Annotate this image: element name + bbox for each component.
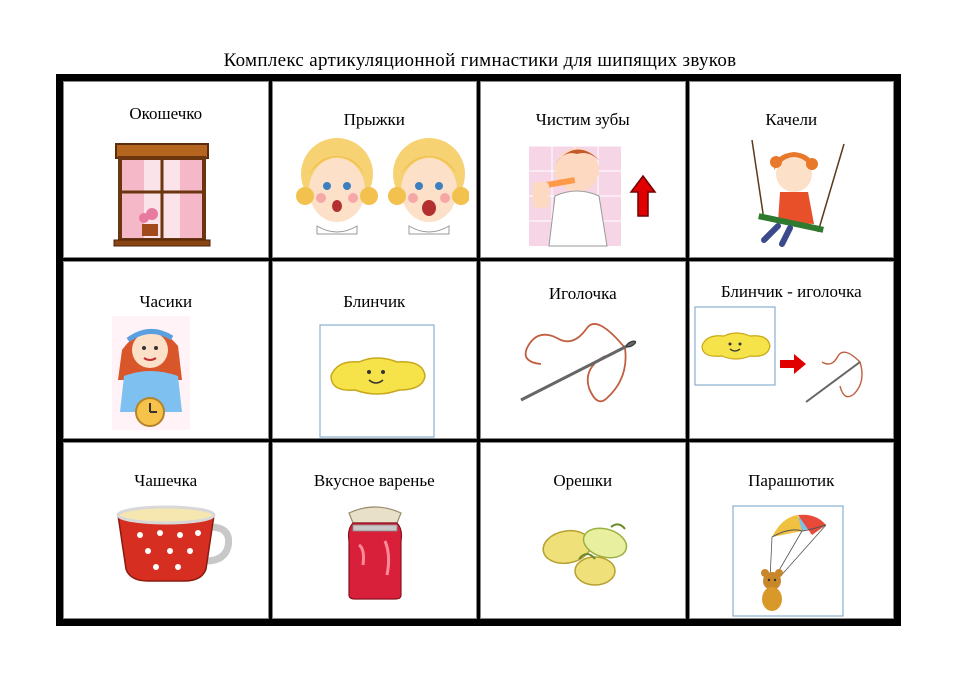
card-label: Иголочка	[548, 284, 617, 304]
exercise-card	[63, 261, 269, 438]
exercise-card	[480, 261, 686, 438]
exercise-grid	[56, 74, 901, 626]
exercise-card	[272, 261, 478, 438]
exercise-card	[272, 442, 478, 619]
exercise-card	[480, 442, 686, 619]
card-label: Вкусное варенье	[313, 470, 435, 490]
exercise-card	[272, 81, 478, 258]
card-label: Окошечко	[129, 104, 203, 123]
pancake-icon	[319, 324, 435, 438]
nuts-icon	[539, 519, 635, 593]
page-title: Комплекс артикуляционной гимнастики для шипящих звуков	[223, 50, 737, 71]
exercise-card	[689, 81, 895, 258]
card-label: Парашютик	[748, 470, 835, 490]
card-label: Блинчик	[343, 292, 406, 312]
exercise-card	[63, 442, 269, 619]
needle-thread-icon	[517, 318, 657, 408]
parachute-bear-icon	[732, 505, 844, 617]
card-label: Чашечка	[134, 470, 198, 490]
card-label: Блинчик - иголочка	[720, 282, 862, 302]
window-icon	[112, 142, 212, 248]
exercise-card	[480, 81, 686, 258]
jam-jar-icon	[345, 505, 405, 601]
card-label: Орешки	[553, 470, 613, 490]
boy-on-swing-icon	[734, 140, 852, 252]
girls-faces-icon	[295, 134, 469, 246]
card-label: Часики	[139, 292, 193, 312]
pancake-to-needle-icon	[694, 306, 890, 406]
girl-with-clock-icon	[112, 316, 190, 430]
card-label: Прыжки	[343, 110, 405, 129]
boy-brushing-teeth-icon	[529, 136, 669, 248]
exercise-card	[689, 261, 895, 438]
card-label: Чистим зубы	[535, 110, 630, 129]
exercise-card	[689, 442, 895, 619]
exercise-card	[63, 81, 269, 258]
cup-icon	[114, 505, 234, 585]
card-label: Качели	[765, 110, 818, 129]
